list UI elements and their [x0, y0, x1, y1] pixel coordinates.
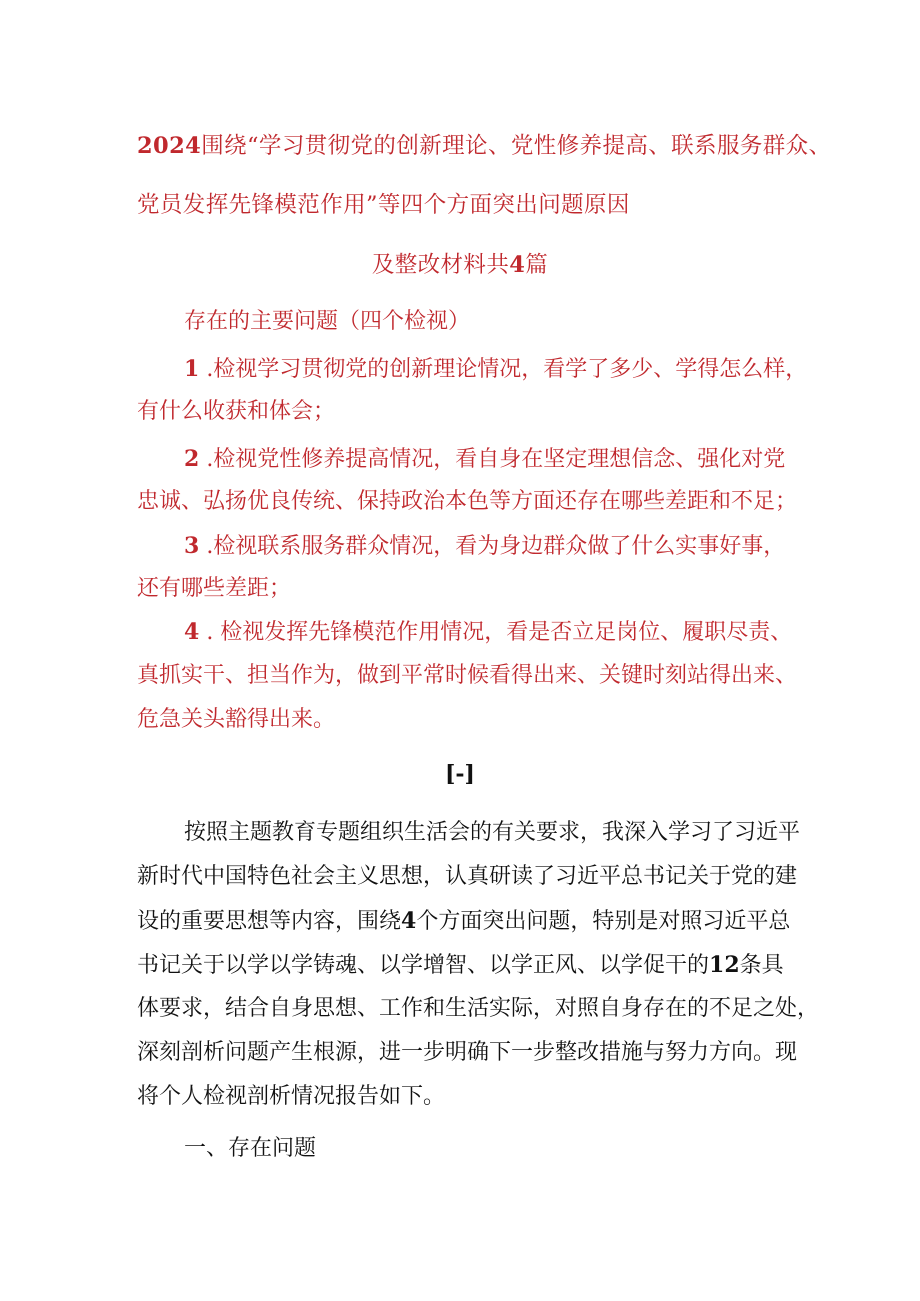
issue-item-3-line-1 — [184, 531, 785, 562]
title-text-1: 围绕“学习贯彻党的创新理论、党性修养提高、联系服务群众、 — [201, 133, 832, 159]
doc-title-line-1 — [137, 131, 831, 161]
issue-item-2-line-1 — [184, 444, 785, 475]
main-issues-heading: 存在的主要问题（四个检视） — [184, 309, 471, 334]
issue-item-3-line-2: 还有哪些差距； — [137, 576, 292, 601]
body-count-12: 12 — [709, 952, 740, 978]
section-one-heading: 一、存在问题 — [184, 1136, 317, 1161]
doc-title-line-3 — [0, 250, 920, 280]
doc-title-line-2: 党员发挥先锋模范作用”等四个方面突出问题原因 — [137, 192, 630, 218]
issue-item-4-line-3: 危急关头豁得出来。 — [137, 707, 336, 732]
issue-item-1-line-2: 有什么收获和体会； — [137, 399, 336, 424]
title-year: 2024 — [137, 133, 202, 159]
issue-item-2-text: .检视党性修养提高情况，看自身在坚定理想信念、强化对党 — [206, 447, 786, 472]
issue-item-1-line-1 — [184, 354, 807, 385]
body-line-6: 深刻剖析问题产生根源，进一步明确下一步整改措施与努力方向。现 — [137, 1040, 798, 1065]
body-line-5: 体要求，结合自身思想、工作和生活实际，对照自身存在的不足之处， — [137, 996, 820, 1021]
body-line-1: 按照主题教育专题组织生活会的有关要求，我深入学习了习近平 — [184, 820, 801, 845]
title-text-3b: 篇 — [525, 252, 549, 278]
body-line-2: 新时代中国特色社会主义思想，认真研读了习近平总书记关于党的建 — [137, 864, 798, 889]
issue-item-1-num: 1 — [184, 356, 200, 382]
body-line-4b: 条具 — [739, 953, 784, 978]
issue-item-2-num: 2 — [184, 446, 200, 472]
body-line-3 — [137, 906, 790, 937]
issue-item-1-text: .检视学习贯彻党的创新理论情况，看学了多少、学得怎么样， — [206, 357, 808, 382]
section-marker: [-] — [445, 761, 475, 787]
issue-item-4-text: . 检视发挥先锋模范作用情况，看是否立足岗位、履职尽责、 — [206, 620, 793, 645]
body-line-3a: 设的重要思想等内容，围绕 — [137, 909, 402, 934]
issue-item-3-text: .检视联系服务群众情况，看为身边群众做了什么实事好事， — [206, 534, 786, 559]
issue-item-4-line-1 — [184, 617, 792, 648]
body-line-4 — [137, 950, 784, 981]
title-text-3a: 及整改材料共 — [371, 252, 510, 278]
body-line-4a: 书记关于以学以学铸魂、以学增智、以学正风、以学促干的 — [137, 953, 710, 978]
body-line-3b: 个方面突出问题，特别是对照习近平总 — [416, 909, 791, 934]
body-line-7: 将个人检视剖析情况报告如下。 — [137, 1084, 446, 1109]
issue-item-4-line-2: 真抓实干、担当作为，做到平常时候看得出来、关键时刻站得出来、 — [137, 663, 798, 688]
issue-item-2-line-2: 忠诚、弘扬优良传统、保持政治本色等方面还存在哪些差距和不足； — [137, 489, 798, 514]
title-count: 4 — [509, 252, 526, 278]
issue-item-4-num: 4 — [184, 619, 200, 645]
issue-item-3-num: 3 — [184, 533, 200, 559]
body-count-4: 4 — [401, 908, 417, 934]
